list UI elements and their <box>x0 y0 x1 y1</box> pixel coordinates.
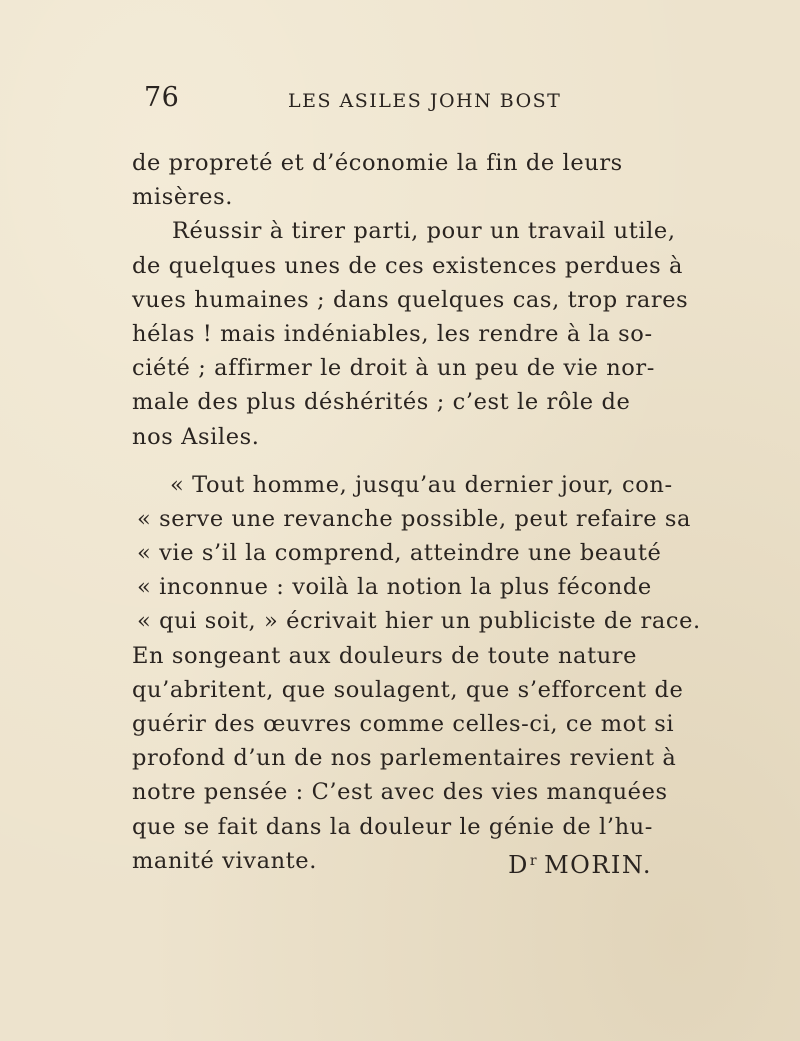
page-header <box>144 82 564 122</box>
text-line <box>132 468 673 502</box>
text-segment: ciété ; affirmer le droit à un peu de vie nor- <box>132 355 655 382</box>
paragraph-gap <box>132 454 652 468</box>
text-segment: de propreté et d’économie la fin de leurs <box>132 150 623 176</box>
text-line <box>132 536 662 570</box>
text-line <box>132 502 692 536</box>
running-title: LES ASILES JOHN BOST <box>288 90 562 112</box>
text-segment: nos Asiles. <box>132 423 260 450</box>
text-segment: profond d’un de nos parlementaires revient à <box>132 745 677 772</box>
text-line <box>132 639 652 673</box>
text-segment: misères. <box>132 184 233 211</box>
page-number: 76 <box>144 82 180 113</box>
text-segment: hélas ! mais indéniables, les rendre à la so- <box>132 320 653 347</box>
text-line <box>132 420 652 454</box>
signature-name: MORIN. <box>544 850 652 879</box>
text-line <box>132 283 689 317</box>
closing-line <box>132 844 652 878</box>
text-line <box>132 214 676 248</box>
signature-title: D <box>508 850 529 879</box>
text-segment: male des plus déshérités ; c’est le rôle de <box>132 389 631 416</box>
text-line <box>132 604 701 638</box>
text-segment: « serve une revanche possible, peut refaire sa <box>137 505 692 532</box>
text-segment: guérir des œuvres comme celles-ci, ce mot si <box>132 711 675 737</box>
text-segment: « Tout homme, jusqu’au dernier jour, con- <box>170 471 673 498</box>
text-segment: « qui soit, » écrivait hier un publiciste de race. <box>137 608 701 635</box>
text-segment: Réussir à tirer parti, pour un travail utile, <box>172 218 676 245</box>
text-segment: « inconnue : voilà la notion la plus féconde <box>137 574 652 601</box>
author-signature <box>508 844 652 878</box>
text-line <box>132 146 652 180</box>
signature-title-sup: r <box>529 852 539 869</box>
text-segment: que se fait dans la douleur le génie de l’hu- <box>132 813 653 840</box>
text-segment: manité vivante. <box>132 847 317 874</box>
text-line <box>132 180 652 214</box>
text-line <box>132 351 655 385</box>
text-segment: En songeant aux douleurs de toute nature <box>132 642 638 669</box>
text-line <box>132 385 652 419</box>
text-segment: « vie s’il la comprend, atteindre une beauté <box>137 540 662 567</box>
body-text <box>132 146 701 879</box>
text-line <box>132 775 668 809</box>
text-segment: vues humaines ; dans quelques cas, trop rares <box>132 286 689 313</box>
text-line <box>132 673 684 707</box>
text-line <box>132 570 652 604</box>
text-line <box>132 741 677 775</box>
text-line <box>132 707 675 741</box>
text-line <box>132 249 684 283</box>
text-line <box>132 317 652 351</box>
text-line <box>132 810 652 844</box>
text-segment: de quelques unes de ces existences perdues à <box>132 252 684 279</box>
text-segment: notre pensée : C’est avec des vies manquées <box>132 779 668 806</box>
text-segment: qu’abritent, que soulagent, que s’efforcent de <box>132 676 684 703</box>
